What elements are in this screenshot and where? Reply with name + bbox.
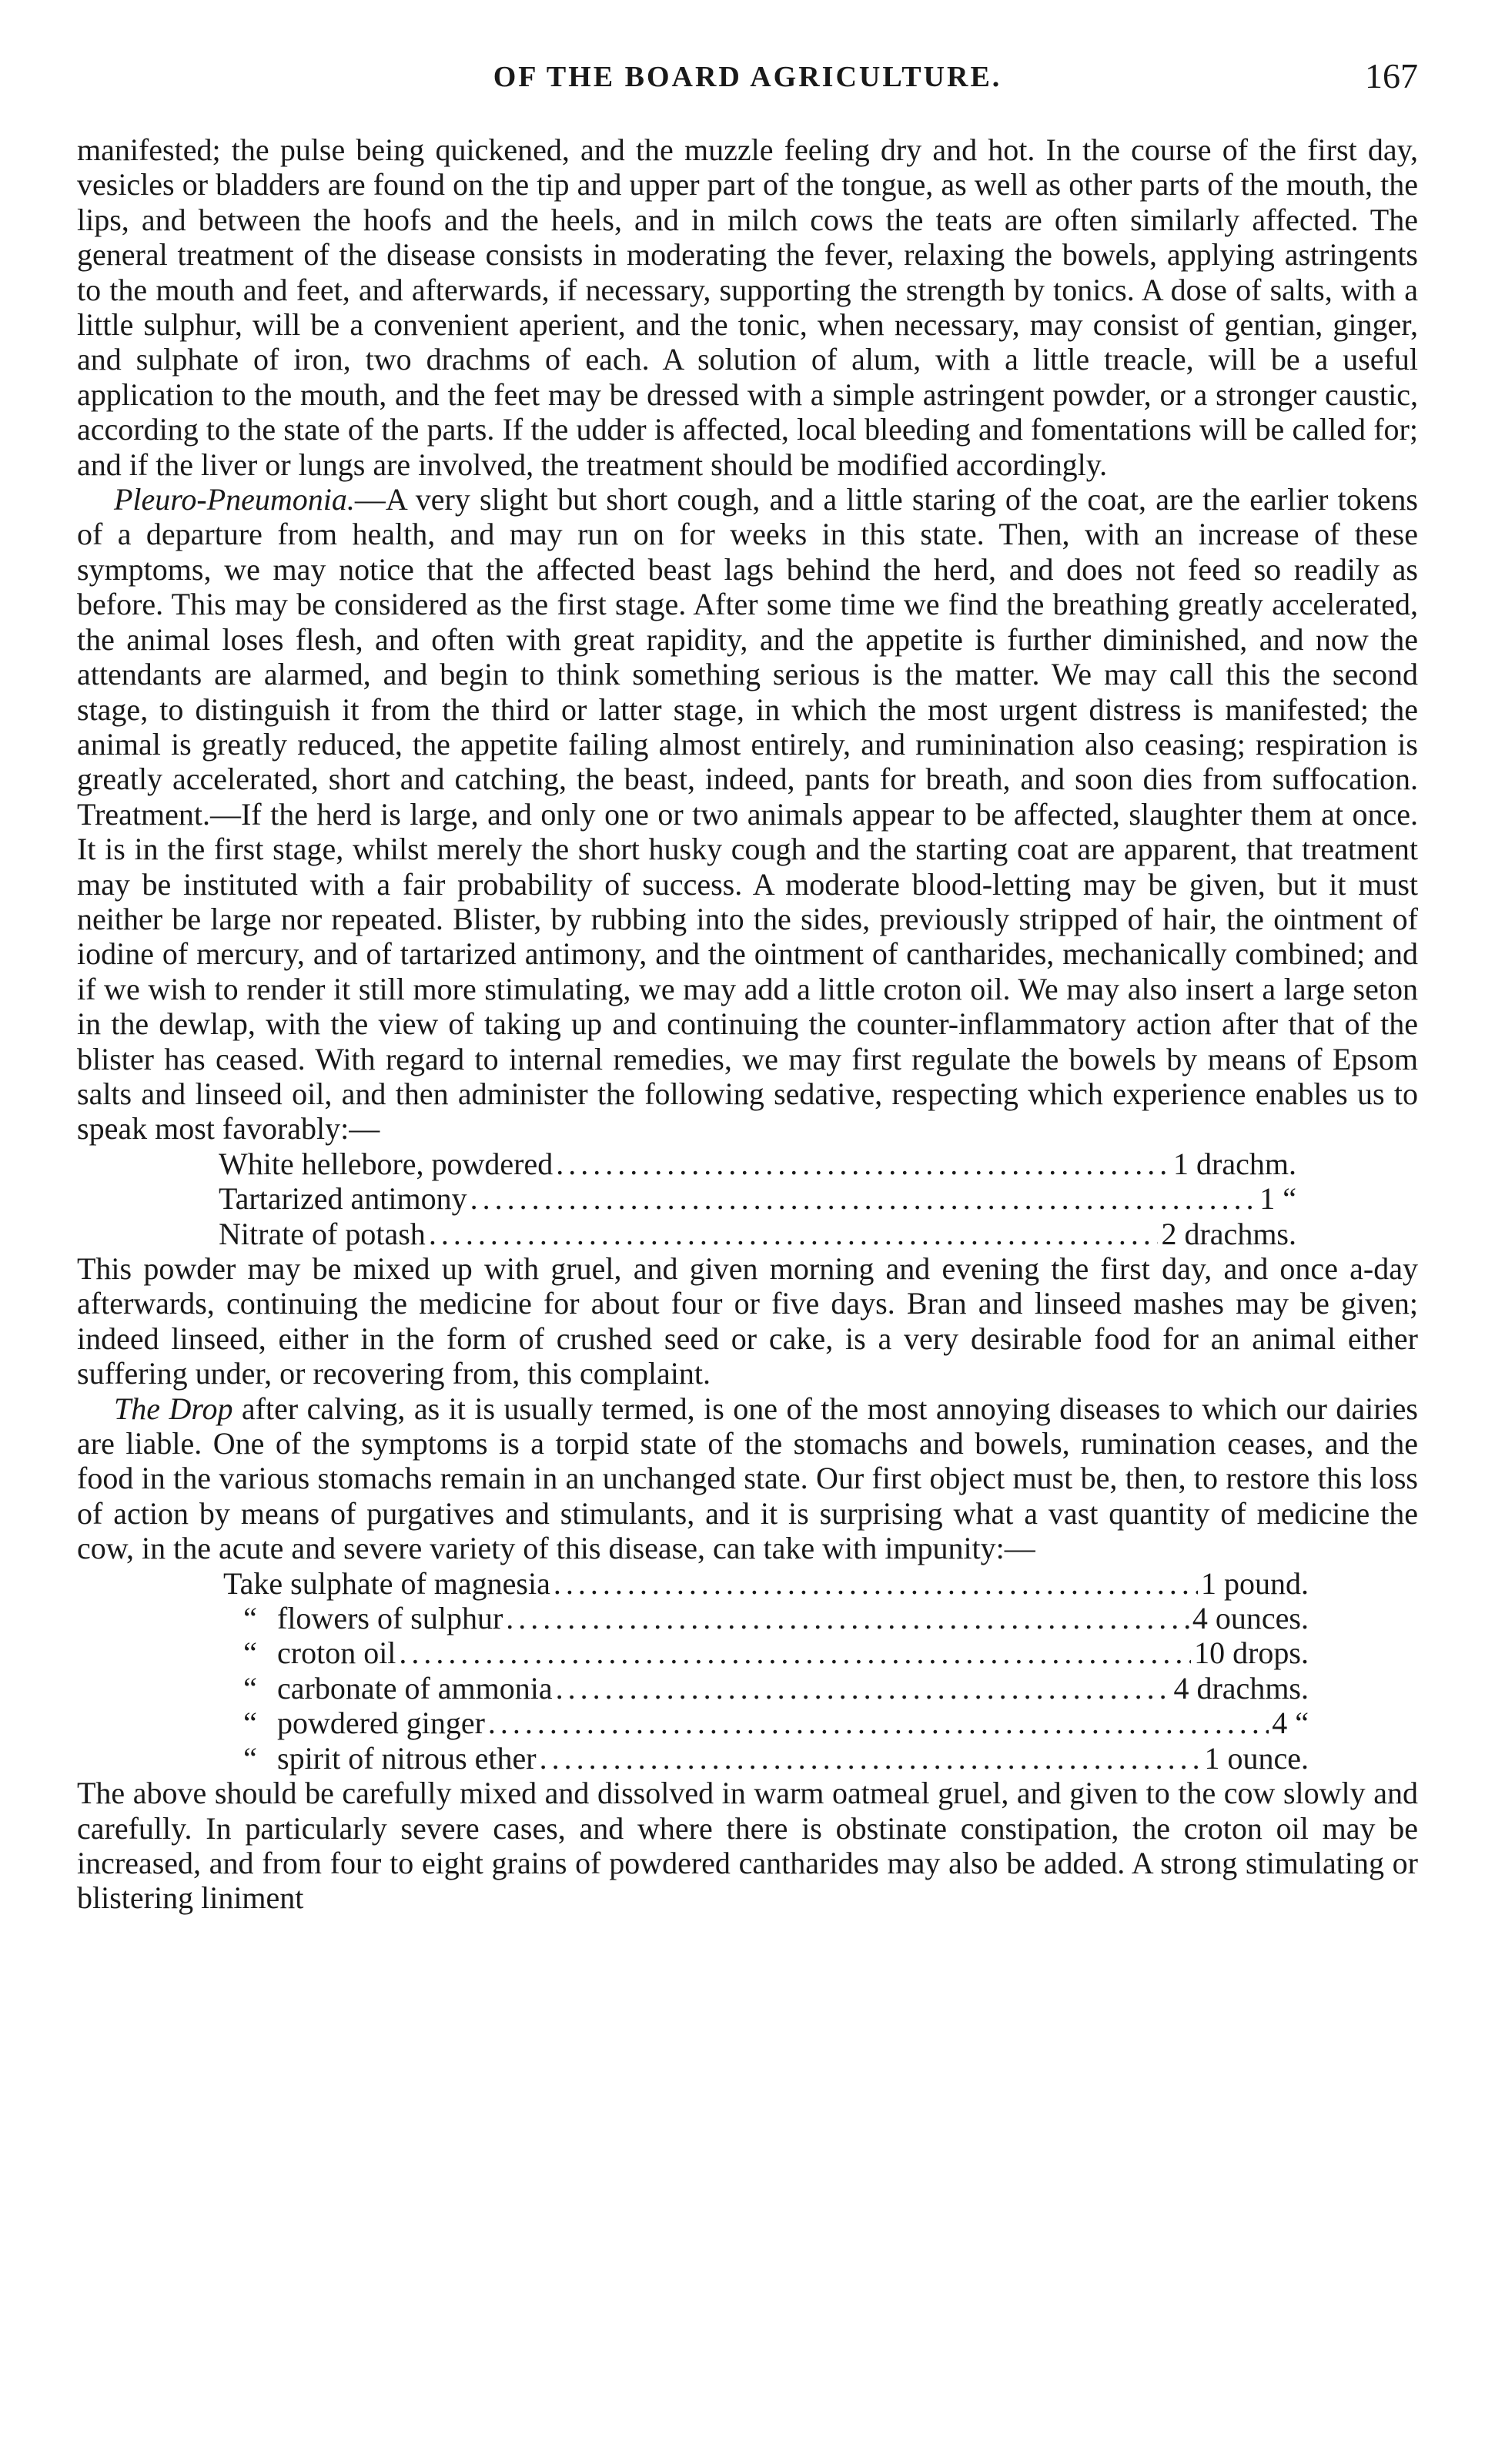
ingredient-line <box>223 1601 503 1635</box>
paragraph-the-drop-text: after calving, as it is usually termed, is one of the most annoying diseases to which our dairies are liable. One of the symptoms is a torpid state of the stomachs and bowels, rumination ceases, and the food in the various stomachs remain in an unchanged state. Our first object must be, then, to restore this loss of action by means of purgatives and stimulants, and it is surprising what a vast quantity of medicine the cow, in the acute and severe variety of this disease, can take with impunity:— <box>77 1391 1418 1566</box>
prescription-row <box>223 1706 1309 1740</box>
dot-leader <box>470 1181 1257 1216</box>
running-head: OF THE BOARD AGRICULTURE. <box>493 61 1002 93</box>
ingredient-quantity: 4 “ <box>1272 1706 1309 1741</box>
ingredient-name: flowers of sulphur <box>277 1601 503 1636</box>
prescription-row <box>223 1635 1309 1670</box>
prescription-row <box>223 1671 1309 1706</box>
ingredient-quantity: 4 ounces. <box>1192 1601 1309 1636</box>
dot-leader <box>554 1566 1198 1601</box>
prescription-row <box>219 1217 1296 1251</box>
ditto-mark: “ <box>243 1670 257 1706</box>
paragraph-pleuro-pneumonia <box>77 482 1418 1147</box>
ingredient-quantity: 10 drops. <box>1194 1635 1309 1671</box>
ingredient-name: carbonate of ammonia <box>277 1670 553 1706</box>
ingredient-quantity: 1 “ <box>1259 1181 1296 1217</box>
paragraph-pleuro-pneumonia-text: —A very slight but short cough, and a little staring of the coat, are the earlier tokens of a departure from health, and may run on for weeks in this state. Then, with an increase of these symptoms, we may notice that the affected beast lags behind the herd, and does not feed so readily as before. This may be considered as the first stage. After some time we find the breathing greatly accelerated, the animal loses flesh, and often with great rapidity, and the appetite is further diminished, and now the attendants are alarmed, and begin to think something serious is the matter. We may call this the second stage, to distinguish it from the third or latter stage, in which the most urgent distress is manifested; the animal is greatly reduced, the appetite failing almost entirely, and ruminination also ceasing; respiration is greatly accelerated, short and catching, the beast, indeed, pants for breath, and soon dies from suffocation. Treatment.—If the herd is large, and only one or two animals appear to be affected, slaughter them at once. It is in the first stage, whilst merely the short husky cough and the starting coat are apparent, that treatment may be instituted with a fair probability of success. A moderate blood-letting may be given, but it must neither be large nor repeated. Blister, by rubbing into the sides, previously stripped of hair, the ointment of iodine of mercury, and of tartarized antimony, and the ointment of cantharides, mechanically combined; and if we wish to render it still more stimulating, we may add a little croton oil. We may also insert a large seton in the dewlap, with the view of taking up and continuing the counter-inflammatory action after that of the blister has ceased. With regard to internal remedies, we may first regulate the bowels by means of Epsom salts and linseed oil, and then administer the following sedative, respecting which experience enables us to speak most favorably:— <box>77 482 1418 1147</box>
page-header <box>77 56 1418 106</box>
ingredient-quantity: 1 drachm. <box>1173 1146 1296 1181</box>
ditto-mark: “ <box>243 1740 257 1776</box>
dot-leader <box>556 1147 1170 1181</box>
section-term-pleuro-pneumonia: Pleuro-Pneumonia. <box>114 482 355 517</box>
prescription-row <box>223 1741 1309 1776</box>
section-term-the-drop: The Drop <box>114 1391 233 1426</box>
prescription-row <box>219 1181 1296 1216</box>
ingredient-name: croton oil <box>277 1635 396 1671</box>
purgative-prescription <box>223 1566 1309 1776</box>
ditto-mark: “ <box>243 1706 257 1741</box>
dot-leader <box>429 1217 1159 1251</box>
dot-leader <box>506 1601 1189 1635</box>
ingredient-line <box>223 1671 553 1706</box>
ingredient-line <box>223 1741 537 1776</box>
ingredient-line <box>223 1706 485 1740</box>
prescription-row <box>219 1147 1296 1181</box>
dot-leader <box>488 1706 1269 1740</box>
dot-leader <box>556 1671 1171 1706</box>
page-number: 167 <box>1365 56 1418 95</box>
ingredient-quantity: 1 pound. <box>1201 1565 1309 1601</box>
ingredient-quantity: 1 ounce. <box>1204 1740 1309 1776</box>
page-body <box>77 132 1418 1916</box>
ingredient-quantity: 2 drachms. <box>1161 1216 1296 1251</box>
ingredient-quantity: 4 drachms. <box>1173 1670 1309 1706</box>
prescription-row <box>223 1601 1309 1635</box>
dot-leader <box>540 1741 1202 1776</box>
ingredient-name: Take sulphate of magnesia <box>223 1565 550 1601</box>
ingredient-name: White hellebore, powdered <box>219 1146 554 1181</box>
ingredient-name: Nitrate of potash <box>219 1216 426 1251</box>
paragraph-mixing-instructions: The above should be carefully mixed and dissolved in warm oatmeal gruel, and given to the cow slowly and carefully. In particularly severe cases, and where there is obstinate constipation, the croton oil may be increased, and from four to eight grains of powdered cantharides may also be added. A strong stimulating or blistering liniment <box>77 1776 1418 1916</box>
ingredient-name: powdered ginger <box>277 1706 485 1741</box>
paragraph-the-drop <box>77 1391 1418 1566</box>
sedative-prescription <box>219 1147 1296 1251</box>
ingredient-name: Tartarized antimony <box>219 1181 467 1217</box>
ditto-mark: “ <box>243 1601 257 1636</box>
ditto-mark: “ <box>243 1635 257 1671</box>
ingredient-name: spirit of nitrous ether <box>277 1740 537 1776</box>
ingredient-line <box>223 1635 396 1670</box>
prescription-row <box>223 1566 1309 1601</box>
dot-leader <box>399 1635 1191 1670</box>
paragraph-foot-and-mouth-treatment: manifested; the pulse being quickened, and the muzzle feeling dry and hot. In the course of the first day, vesicles or bladders are found on the tip and upper part of the tongue, as well as other parts of the mouth, the lips, and between the hoofs and the heels, and in milch cows the teats are often similarly affected. The general treatment of the disease consists in moderating the fever, relaxing the bowels, applying astringents to the mouth and feet, and afterwards, if necessary, supporting the strength by tonics. A dose of salts, with a little sulphur, will be a convenient aperient, and the tonic, when necessary, may consist of gentian, ginger, and sulphate of iron, two drachms of each. A solution of alum, with a little treacle, will be a useful application to the mouth, and the feet may be dressed with a simple astringent powder, or a stronger caustic, according to the state of the parts. If the udder is affected, local bleeding and fomentations will be called for; and if the liver or lungs are involved, the treatment should be modified accordingly. <box>77 132 1418 482</box>
paragraph-powder-administration: This powder may be mixed up with gruel, and given morning and evening the first day, and once a-day afterwards, continuing the medicine for about four or five days. Bran and linseed mashes may be given; indeed linseed, either in the form of crushed seed or cake, is a very desirable food for an animal either suffering under, or recovering from, this complaint. <box>77 1251 1418 1391</box>
